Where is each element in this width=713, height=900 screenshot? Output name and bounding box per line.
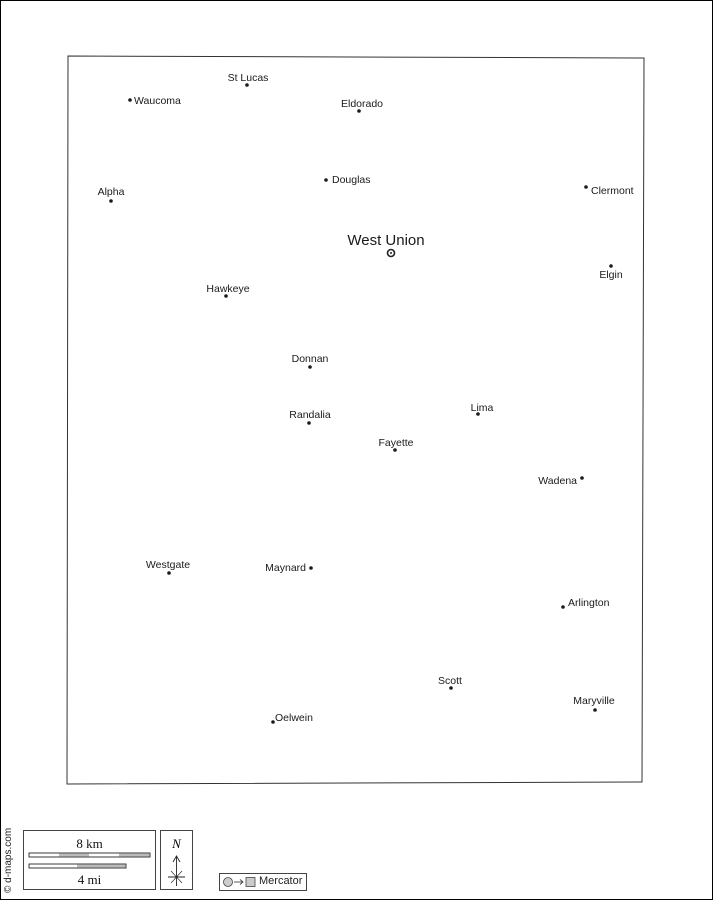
place-label-eldorado: Eldorado xyxy=(340,98,384,110)
place-marker-donnan xyxy=(308,365,312,369)
place-label-fayette: Fayette xyxy=(378,437,414,449)
place-label-arlington: Arlington xyxy=(568,597,610,609)
place-label-oelwein: Oelwein xyxy=(275,712,313,724)
place-marker-elgin xyxy=(609,264,613,268)
place-marker-maryville xyxy=(593,708,597,712)
place-marker-maynard xyxy=(309,566,313,570)
place-marker-randalia xyxy=(307,421,311,425)
compass-icon xyxy=(161,831,192,889)
credit-text: © d-maps.com xyxy=(3,827,14,893)
place-marker-westgate xyxy=(167,571,171,575)
place-marker-alpha xyxy=(109,199,113,203)
place-label-maryville: Maryville xyxy=(573,695,615,707)
place-label-hawkeye: Hawkeye xyxy=(206,283,250,295)
projection-legend xyxy=(219,873,307,891)
county-seat-label: West Union xyxy=(347,232,425,249)
place-label-wadena: Wadena xyxy=(538,475,577,487)
place-label-randalia: Randalia xyxy=(289,409,331,421)
places-layer xyxy=(98,72,634,724)
scale-km-label: 8 km xyxy=(76,836,103,851)
scale-bar xyxy=(23,830,156,890)
place-label-scott: Scott xyxy=(438,675,462,687)
place-label-elgin: Elgin xyxy=(599,269,623,281)
county-boundary xyxy=(67,56,644,784)
scale-mi-label: 4 mi xyxy=(77,872,102,887)
place-label-alpha: Alpha xyxy=(97,186,125,198)
place-label-lima: Lima xyxy=(470,402,494,414)
place-label-st-lucas: St Lucas xyxy=(227,72,269,84)
north-arrow xyxy=(160,830,193,890)
place-marker-douglas xyxy=(324,178,328,182)
place-marker-clermont xyxy=(584,185,588,189)
projection-icon xyxy=(220,874,260,890)
place-label-westgate: Westgate xyxy=(145,559,191,571)
county-seat-marker xyxy=(388,250,395,257)
north-letter: N xyxy=(172,836,181,851)
place-label-clermont: Clermont xyxy=(591,185,634,197)
place-label-donnan: Donnan xyxy=(291,353,329,365)
place-label-maynard: Maynard xyxy=(265,562,306,574)
place-label-waucoma: Waucoma xyxy=(134,95,181,107)
place-marker-arlington xyxy=(561,605,565,609)
place-marker-waucoma xyxy=(128,98,132,102)
projection-label: Mercator xyxy=(259,875,303,887)
place-marker-wadena xyxy=(580,476,584,480)
place-label-douglas: Douglas xyxy=(332,174,371,186)
